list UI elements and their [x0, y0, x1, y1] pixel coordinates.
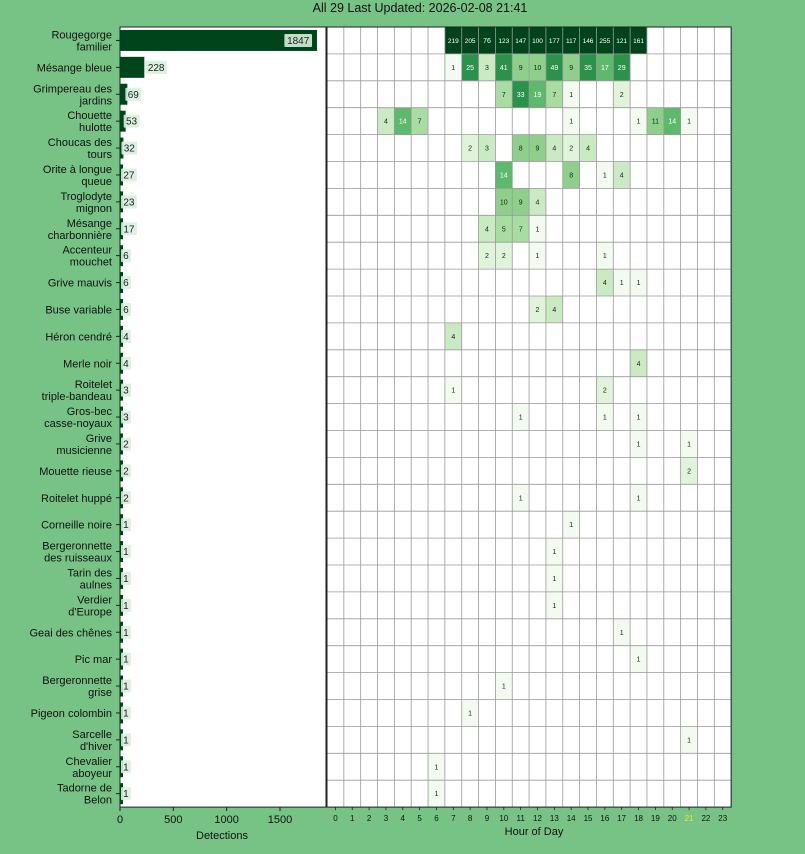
value-label-2: 69: [127, 89, 139, 101]
x-tick-label-0: 0: [116, 814, 124, 827]
heat-cell-label-8-16: 1: [602, 253, 607, 261]
heat-cell-label-1-9: 3: [485, 64, 489, 72]
value-label-26: 1: [123, 735, 129, 747]
value-label-27: 1: [123, 762, 129, 774]
bar-panel: [29, 27, 326, 826]
heat-cell-label-28-6: 1: [434, 791, 439, 799]
x-tick-label-3: 1500: [267, 814, 293, 827]
hour-label-13: 13: [549, 814, 559, 824]
value-label-6: 23: [123, 197, 135, 209]
hour-label-2: 2: [366, 814, 372, 824]
heat-cell-label-4-14: 2: [569, 145, 574, 153]
category-label-1: Mésange bleue: [36, 62, 112, 75]
heat-cell-label-11-7: 4: [451, 333, 456, 341]
hour-label-1: 1: [350, 814, 355, 824]
hour-label-18: 18: [634, 814, 643, 824]
heat-cell-label-25-8: 1: [468, 710, 473, 718]
heat-cell-label-4-8: 2: [468, 145, 473, 153]
value-label-22: 1: [123, 627, 129, 639]
heat-cell-label-17-11: 1: [518, 495, 523, 503]
category-label-25: Pigeon colombin: [30, 707, 112, 720]
heat-cell-label-5-17: 4: [619, 172, 624, 180]
value-label-19: 1: [123, 547, 129, 559]
value-label-12: 4: [123, 358, 129, 370]
hour-label-12: 12: [533, 814, 542, 824]
heat-cell-label-7-10: 5: [501, 226, 506, 234]
category-label-27: Chevalier aboyeur: [65, 755, 112, 780]
value-label-0: 1847: [287, 35, 310, 47]
value-label-10: 6: [123, 304, 129, 316]
heat-cell-label-0-9: 76: [483, 37, 491, 45]
heat-cell-label-19-13: 1: [552, 549, 557, 557]
value-label-24: 1: [123, 681, 129, 693]
heat-cell-label-3-5: 7: [417, 118, 422, 126]
heat-cell-label-5-14: 8: [569, 172, 574, 180]
value-label-8: 6: [123, 251, 129, 263]
heatmap-x-axis-label: Hour of Day: [504, 826, 564, 838]
heat-cell-label-0-18: 161: [633, 37, 644, 45]
x-tick-label-2: 1000: [214, 814, 239, 827]
bar-plot-area: [120, 27, 326, 807]
category-label-8: Accenteur mouchet: [62, 244, 112, 269]
heat-cell-label-2-10: 7: [501, 91, 506, 99]
heat-cell-label-2-12: 19: [533, 91, 542, 99]
hour-label-4: 4: [400, 814, 406, 824]
hour-label-10: 10: [499, 814, 509, 824]
value-label-1: 228: [147, 62, 165, 74]
heat-cell-label-2-13: 7: [552, 91, 557, 99]
heat-cell-label-21-13: 1: [552, 602, 557, 610]
heat-cell-label-1-12: 10: [533, 64, 542, 72]
heat-cell-label-9-18: 1: [636, 280, 641, 288]
chart-title: All 29 Last Updated: 2026-02-08 21:41: [312, 1, 528, 15]
category-label-15: Grive musicienne: [56, 432, 112, 457]
value-label-21: 1: [123, 600, 129, 612]
hour-label-5: 5: [417, 814, 422, 824]
heat-cell-label-2-14: 1: [569, 91, 574, 99]
hour-label-19: 19: [650, 814, 660, 824]
category-label-28: Tadorne de Belon: [56, 782, 112, 807]
heat-cell-label-14-16: 1: [602, 414, 607, 422]
heat-cell-label-0-10: 123: [498, 37, 510, 45]
hour-label-0: 0: [333, 814, 338, 824]
heat-cell-label-0-14: 117: [565, 37, 577, 45]
value-label-9: 6: [123, 278, 129, 290]
value-label-28: 1: [123, 789, 129, 801]
category-label-14: Gros-bec casse-noyaux: [44, 406, 112, 431]
heat-cell-label-16-21: 2: [687, 468, 692, 476]
heat-cell-label-27-6: 1: [434, 764, 439, 772]
heat-cell-label-13-16: 2: [602, 387, 607, 395]
value-label-18: 1: [123, 520, 129, 532]
value-label-16: 2: [123, 466, 129, 478]
heat-cell-label-4-11: 8: [518, 145, 523, 153]
x-tick-label-1: 500: [164, 814, 183, 827]
value-label-23: 1: [123, 654, 129, 666]
hour-label-8: 8: [467, 814, 473, 824]
heat-cell-label-0-11: 147: [515, 37, 527, 45]
category-label-0: Rougegorge familier: [51, 29, 112, 54]
heat-cell-label-3-19: 11: [651, 118, 660, 126]
heat-cell-label-20-13: 1: [552, 575, 557, 583]
category-label-12: Merle noir: [63, 358, 112, 371]
heat-cell-label-13-7: 1: [451, 387, 456, 395]
heat-cell-label-0-8: 205: [464, 37, 476, 45]
hour-label-3: 3: [383, 814, 389, 824]
heat-cell-label-8-12: 1: [535, 253, 540, 261]
heat-cell-label-7-9: 4: [485, 226, 489, 234]
hour-label-16: 16: [600, 814, 610, 824]
hour-label-17: 17: [617, 814, 627, 824]
heat-cell-label-0-16: 255: [599, 37, 611, 45]
heat-cell-label-4-15: 4: [586, 145, 590, 153]
category-label-19: Bergeronnette des ruisseaux: [42, 540, 112, 565]
heat-cell-label-18-14: 1: [569, 522, 574, 530]
heat-cell-label-24-10: 1: [501, 683, 506, 691]
value-label-20: 1: [123, 573, 129, 585]
category-label-4: Choucas des tours: [47, 137, 112, 162]
heat-cell-label-3-3: 4: [383, 118, 388, 126]
heat-cell-label-3-21: 1: [687, 118, 692, 126]
heat-cell-label-3-20: 14: [668, 118, 677, 126]
hour-label-11: 11: [516, 814, 525, 824]
value-label-15: 2: [123, 439, 129, 451]
heat-cell-label-22-17: 1: [619, 629, 624, 637]
heat-cell-label-1-13: 49: [550, 64, 559, 72]
hour-label-6: 6: [434, 814, 439, 824]
category-label-10: Buse variable: [45, 304, 112, 317]
heat-cell-label-3-18: 1: [636, 118, 641, 126]
category-label-18: Corneille noire: [41, 519, 112, 532]
heat-cell-label-8-9: 2: [485, 253, 489, 261]
value-label-5: 27: [123, 170, 135, 182]
hour-label-20: 20: [667, 814, 677, 824]
hour-label-7: 7: [451, 814, 456, 824]
category-label-22: Geai des chênes: [29, 627, 112, 640]
value-label-17: 2: [123, 493, 129, 505]
heat-cell-label-7-12: 1: [535, 226, 540, 234]
heat-cell-label-1-15: 35: [584, 64, 592, 72]
heat-cell-label-1-8: 25: [466, 64, 475, 72]
heat-cell-label-3-14: 1: [569, 118, 574, 126]
value-label-7: 17: [123, 224, 135, 236]
category-label-13: Roitelet triple-bandeau: [41, 379, 112, 404]
value-label-11: 4: [123, 331, 129, 343]
category-label-6: Troglodyte mignon: [60, 190, 112, 215]
hour-label-23: 23: [718, 814, 728, 824]
heat-cell-label-1-10: 41: [499, 64, 508, 72]
heat-cell-label-3-4: 14: [398, 118, 407, 126]
heat-cell-label-1-17: 29: [617, 64, 626, 72]
heat-cell-label-14-11: 1: [518, 414, 523, 422]
heat-cell-label-4-12: 9: [535, 145, 540, 153]
value-label-14: 3: [123, 412, 129, 424]
heat-cell-label-4-9: 3: [485, 145, 489, 153]
bar-1: [120, 57, 144, 78]
category-label-9: Grive mauvis: [47, 277, 112, 290]
heat-cell-label-2-11: 33: [516, 91, 525, 99]
heat-cell-label-15-21: 1: [687, 441, 692, 449]
category-label-23: Pic mar: [74, 654, 112, 667]
heat-cell-label-1-16: 17: [600, 64, 609, 72]
heat-cell-label-0-17: 121: [616, 37, 628, 45]
heat-cell-label-17-18: 1: [636, 495, 641, 503]
category-label-2: Grimpereau des jardins: [33, 83, 112, 108]
heatmap-panel: [327, 27, 731, 823]
category-label-7: Mésange charbonnière: [47, 217, 112, 242]
heat-cell-label-4-13: 4: [552, 145, 557, 153]
hour-label-21: 21: [684, 814, 694, 824]
category-label-20: Tarin des aulnes: [67, 567, 112, 592]
hour-label-22: 22: [701, 814, 711, 824]
heat-cell-label-15-18: 1: [636, 441, 641, 449]
heat-cell-label-8-10: 2: [501, 253, 506, 261]
category-label-21: Verdier d'Europe: [68, 594, 112, 619]
heat-cell-label-1-11: 9: [518, 64, 523, 72]
hour-label-9: 9: [484, 814, 490, 824]
bar-x-axis-label: Detections: [196, 830, 248, 842]
category-label-5: Orite à longue queue: [42, 163, 112, 188]
heat-cell-label-12-18: 4: [636, 360, 641, 368]
category-label-26: Sarcelle d'hiver: [72, 728, 112, 753]
heat-cell-label-2-17: 2: [619, 91, 624, 99]
heat-cell-label-5-16: 1: [602, 172, 607, 180]
heat-cell-label-0-12: 100: [532, 37, 543, 45]
heat-cell-label-1-14: 9: [569, 64, 574, 72]
heat-cell-label-10-13: 4: [552, 306, 557, 314]
heat-cell-label-5-10: 14: [499, 172, 508, 180]
heat-cell-label-0-7: 219: [447, 37, 459, 45]
value-label-13: 3: [123, 385, 129, 397]
heat-cell-label-7-11: 7: [518, 226, 523, 234]
hour-label-14: 14: [566, 814, 576, 824]
heat-cell-label-6-12: 4: [535, 199, 540, 207]
heat-cell-label-10-12: 2: [535, 306, 540, 314]
category-label-11: Héron cendré: [45, 331, 112, 344]
heat-cell-label-0-15: 146: [582, 37, 594, 45]
category-label-24: Bergeronnette grise: [42, 675, 112, 700]
heat-cell-label-9-16: 4: [602, 280, 607, 288]
heat-cell-label-9-17: 1: [619, 280, 624, 288]
heat-cell-label-0-13: 177: [548, 37, 560, 45]
value-label-25: 1: [123, 708, 129, 720]
category-label-16: Mouette rieuse: [39, 465, 112, 478]
heat-cell-label-6-11: 9: [518, 199, 523, 207]
heat-cell-label-6-10: 10: [499, 199, 508, 207]
value-label-4: 32: [123, 143, 135, 155]
value-label-3: 53: [125, 116, 138, 128]
heat-cell-label-26-21: 1: [687, 737, 692, 745]
heat-cell-label-1-7: 1: [451, 64, 456, 72]
heat-cell-label-23-18: 1: [636, 656, 641, 664]
category-label-17: Roitelet huppé: [41, 492, 112, 505]
hour-label-15: 15: [583, 814, 593, 824]
heat-cell-label-14-18: 1: [636, 414, 641, 422]
category-label-3: Chouette hulotte: [67, 110, 112, 135]
